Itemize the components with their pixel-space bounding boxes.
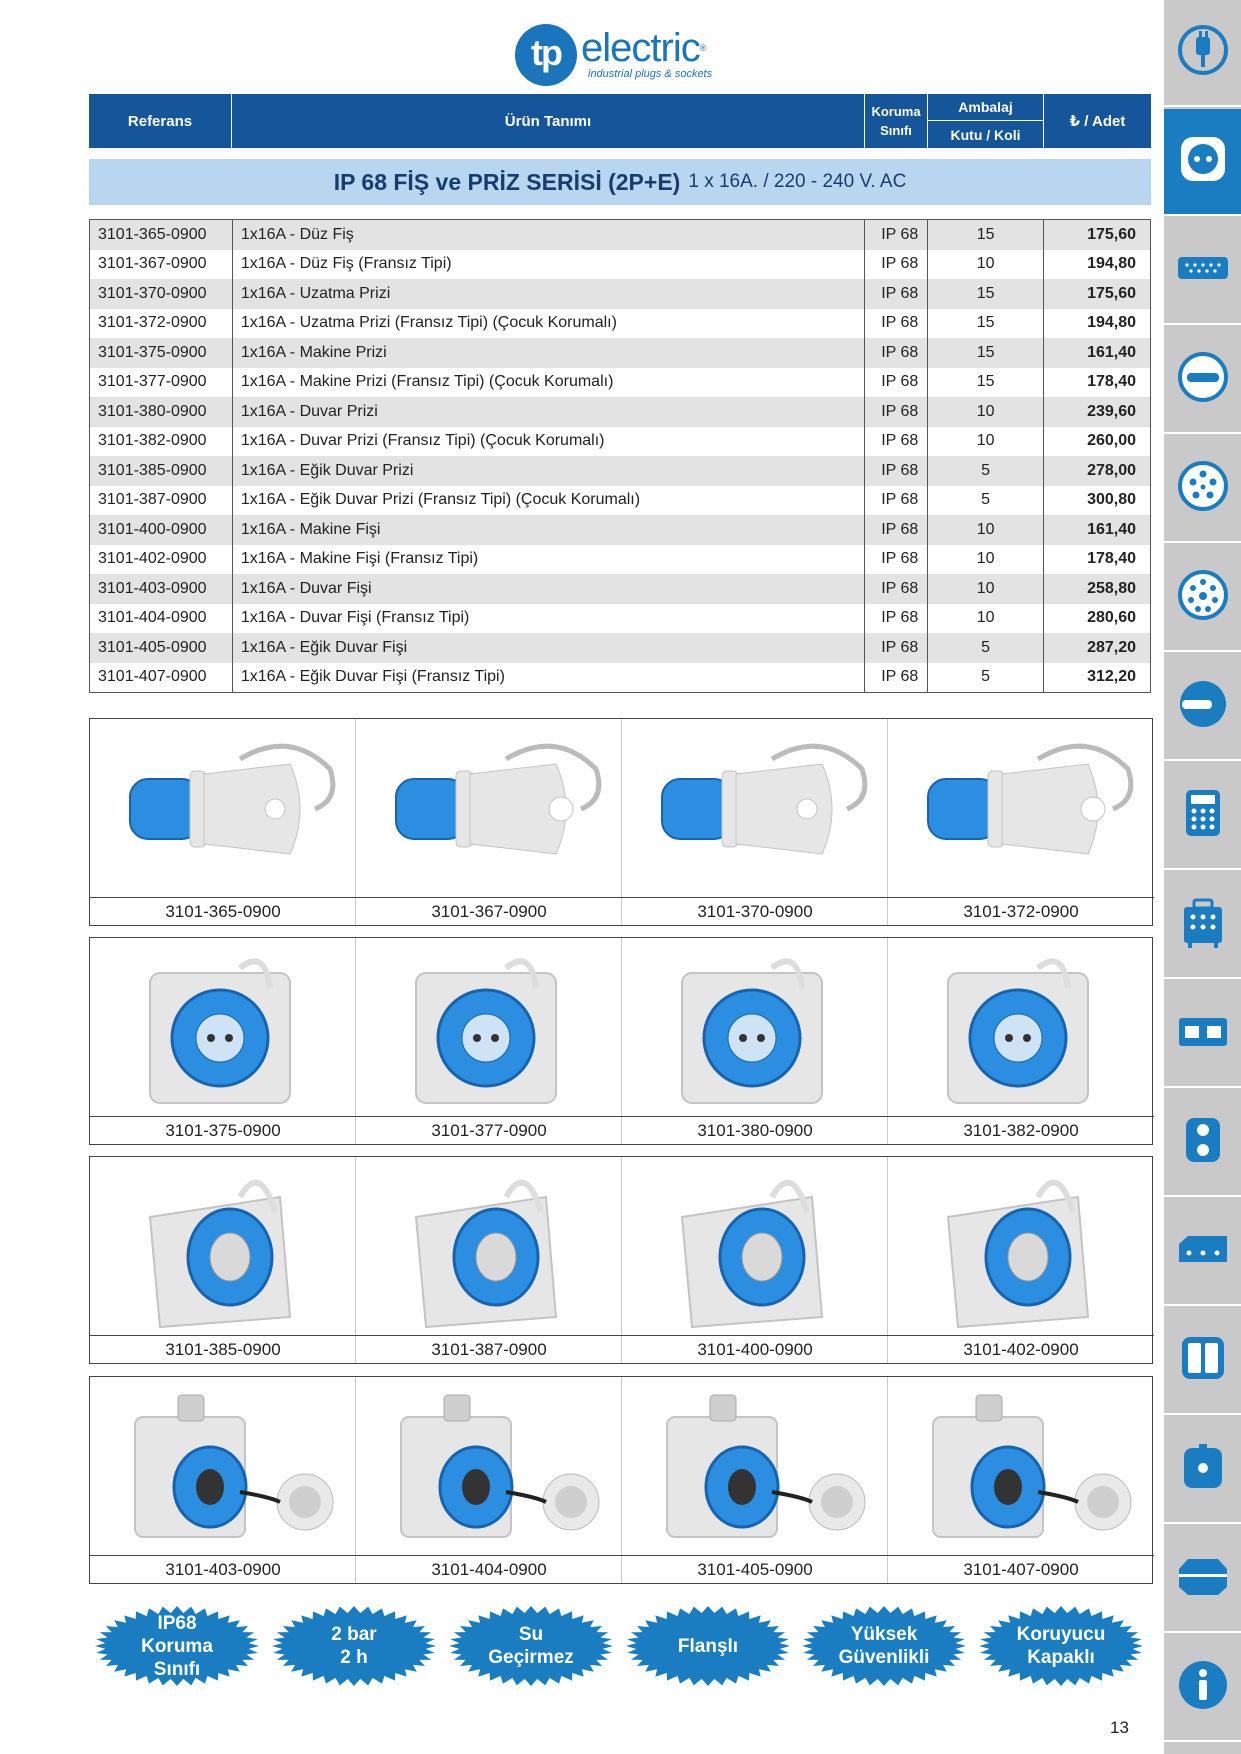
- ref-cell: 3101-365-0900: [90, 220, 233, 250]
- packaging-cell: 5: [928, 663, 1044, 693]
- price-cell: 260,00: [1087, 432, 1136, 450]
- logo-mark: tp: [515, 24, 577, 86]
- portable-box-icon: [1176, 895, 1230, 954]
- multi-pin-socket-icon: [1176, 568, 1230, 627]
- product-card[interactable]: [622, 1157, 888, 1363]
- price-cell: 161,40: [1087, 520, 1136, 538]
- protection-cell: IP 68: [865, 545, 928, 575]
- packaging-cell: 10: [928, 515, 1044, 545]
- info-icon: [1176, 1658, 1230, 1717]
- product-card[interactable]: [888, 1157, 1154, 1363]
- header-packaging: Ambalaj Kutu / Koli: [928, 94, 1044, 148]
- header-ref: Referans: [89, 94, 232, 148]
- price-cell: 178,40: [1087, 550, 1136, 568]
- ref-cell: 3101-407-0900: [90, 663, 233, 693]
- desc-cell: 1x16A - Uzatma Prizi: [233, 279, 865, 309]
- packaging-cell: 10: [928, 397, 1044, 427]
- product-card[interactable]: [622, 719, 888, 925]
- packaging-cell: 5: [928, 486, 1044, 516]
- sidebar-category-item[interactable]: [1164, 1199, 1241, 1306]
- product-card[interactable]: [356, 938, 622, 1144]
- ref-cell: 3101-372-0900: [90, 309, 233, 339]
- plug-icon: [1176, 23, 1230, 82]
- ref-cell: 3101-385-0900: [90, 456, 233, 486]
- ref-cell: 3101-367-0900: [90, 250, 233, 280]
- industrial-socket-icon: [1176, 459, 1230, 518]
- distribution-board-icon: [1176, 786, 1230, 845]
- desc-cell: 1x16A - Makine Prizi (Fransız Tipi) (Çocuk Korumalı): [233, 368, 865, 398]
- power-strip-icon: [1176, 241, 1230, 300]
- product-code: 3101-385-0900: [90, 1335, 356, 1363]
- sidebar-category-item[interactable]: [1164, 1526, 1241, 1633]
- ref-cell: 3101-404-0900: [90, 604, 233, 634]
- price-cell: 280,60: [1087, 609, 1136, 627]
- series-subtitle: 1 x 16A. / 220 - 240 V. AC: [688, 171, 907, 192]
- product-code: 3101-365-0900: [90, 897, 356, 925]
- series-title: IP 68 FİŞ ve PRİZ SERİSİ (2P+E): [333, 168, 681, 195]
- packaging-cell: 15: [928, 220, 1044, 250]
- protection-cell: IP 68: [865, 574, 928, 604]
- product-code: 3101-367-0900: [356, 897, 622, 925]
- feature-badge: [95, 1606, 259, 1686]
- protection-cell: IP 68: [865, 250, 928, 280]
- feature-badge: [626, 1606, 790, 1686]
- sidebar-category-item[interactable]: [1164, 218, 1241, 325]
- product-card[interactable]: [622, 1377, 888, 1583]
- packaging-cell: 10: [928, 604, 1044, 634]
- product-image: [622, 1157, 888, 1335]
- product-card[interactable]: [888, 938, 1154, 1144]
- sidebar-category-item[interactable]: [1164, 436, 1241, 543]
- price-cell: 300,80: [1087, 491, 1136, 509]
- price-cell: 178,40: [1087, 373, 1136, 391]
- feature-badge-text: Yüksek Güvenlikli: [838, 1624, 930, 1668]
- price-cell: 194,80: [1087, 255, 1136, 273]
- packaging-cell: 10: [928, 574, 1044, 604]
- double-socket-icon: [1176, 1113, 1230, 1172]
- product-image: [622, 1377, 888, 1555]
- product-card[interactable]: [356, 1157, 622, 1363]
- sidebar-category-item[interactable]: [1164, 763, 1241, 870]
- product-code: 3101-380-0900: [622, 1116, 888, 1144]
- product-card[interactable]: [90, 719, 356, 925]
- wall-box-icon: [1176, 1004, 1230, 1063]
- product-image: [356, 1157, 622, 1335]
- sidebar-category-item[interactable]: [1164, 0, 1241, 107]
- desc-cell: 1x16A - Makine Fişi (Fransız Tipi): [233, 545, 865, 575]
- product-card[interactable]: [90, 1157, 356, 1363]
- product-code: 3101-382-0900: [888, 1116, 1154, 1144]
- feature-badge-text: Flanşlı: [677, 1635, 739, 1657]
- table-row: [90, 574, 1150, 604]
- feature-badge-text: Koruyucu Kapaklı: [1016, 1624, 1106, 1668]
- table-row: [90, 604, 1150, 634]
- table-row: [90, 515, 1150, 545]
- product-gallery-row: [89, 1376, 1153, 1584]
- feature-badge-text: Su Geçirmez: [488, 1624, 574, 1668]
- sidebar-category-item[interactable]: [1164, 654, 1241, 761]
- desc-cell: 1x16A - Duvar Prizi (Fransız Tipi) (Çocuk Korumalı): [233, 427, 865, 457]
- packaging-cell: 10: [928, 427, 1044, 457]
- product-code: 3101-372-0900: [888, 897, 1154, 925]
- packaging-cell: 15: [928, 338, 1044, 368]
- packaging-cell: 15: [928, 279, 1044, 309]
- product-image: [90, 719, 356, 897]
- table-header: [89, 94, 1151, 148]
- page-number: 13: [1110, 1718, 1129, 1737]
- product-card[interactable]: [622, 938, 888, 1144]
- product-code: 3101-405-0900: [622, 1555, 888, 1583]
- product-card[interactable]: [888, 1377, 1154, 1583]
- protection-cell: IP 68: [865, 427, 928, 457]
- logo-tagline: industrial plugs & sockets: [588, 68, 713, 80]
- enclosure-icon: [1176, 1549, 1230, 1608]
- desc-cell: 1x16A - Düz Fiş (Fransız Tipi): [233, 250, 865, 280]
- desc-cell: 1x16A - Uzatma Prizi (Fransız Tipi) (Çocuk Korumalı): [233, 309, 865, 339]
- desc-cell: 1x16A - Eğik Duvar Prizi: [233, 456, 865, 486]
- feature-badge: [979, 1606, 1143, 1686]
- brand-logo: [515, 24, 735, 86]
- table-row: [90, 456, 1150, 486]
- product-image: [356, 1377, 622, 1555]
- table-row: [90, 663, 1150, 693]
- protection-cell: IP 68: [865, 486, 928, 516]
- product-code: 3101-370-0900: [622, 897, 888, 925]
- round-box-icon: [1176, 1440, 1230, 1499]
- product-image: [622, 719, 888, 897]
- table-row: [90, 220, 1150, 250]
- price-cell: 161,40: [1087, 343, 1136, 361]
- price-cell: 287,20: [1087, 638, 1136, 656]
- price-cell: 258,80: [1087, 579, 1136, 597]
- product-image: [622, 938, 888, 1116]
- sidebar-category-item[interactable]: [1164, 981, 1241, 1088]
- table-row: [90, 633, 1150, 663]
- junction-box-icon: [1176, 1222, 1230, 1281]
- product-image: [888, 719, 1154, 897]
- packaging-cell: 5: [928, 633, 1044, 663]
- ref-cell: 3101-387-0900: [90, 486, 233, 516]
- price-cell: 239,60: [1087, 402, 1136, 420]
- panel-icon: [1176, 1331, 1230, 1390]
- desc-cell: 1x16A - Duvar Prizi: [233, 397, 865, 427]
- sidebar-category-item[interactable]: [1164, 327, 1241, 434]
- ref-cell: 3101-380-0900: [90, 397, 233, 427]
- feature-badge-text: IP68 Koruma Sınıfı: [141, 1612, 213, 1680]
- protection-cell: IP 68: [865, 663, 928, 693]
- category-sidebar: [1164, 0, 1241, 1754]
- sidebar-category-item[interactable]: [1164, 1635, 1241, 1742]
- ref-cell: 3101-405-0900: [90, 633, 233, 663]
- protection-cell: IP 68: [865, 456, 928, 486]
- logo-wordmark: electric®: [581, 26, 706, 70]
- product-code: 3101-404-0900: [356, 1555, 622, 1583]
- price-cell: 312,20: [1087, 668, 1136, 686]
- protection-cell: IP 68: [865, 309, 928, 339]
- product-code: 3101-407-0900: [888, 1555, 1154, 1583]
- product-gallery-row: [89, 718, 1153, 926]
- product-card[interactable]: [888, 719, 1154, 925]
- product-image: [90, 1157, 356, 1335]
- flat-plug-icon: [1176, 350, 1230, 409]
- product-code: 3101-377-0900: [356, 1116, 622, 1144]
- packaging-cell: 5: [928, 456, 1044, 486]
- product-image: [356, 719, 622, 897]
- product-code: 3101-375-0900: [90, 1116, 356, 1144]
- protection-cell: IP 68: [865, 515, 928, 545]
- header-desc: Ürün Tanımı: [232, 94, 865, 148]
- price-table: [89, 219, 1151, 693]
- feature-badge: [802, 1606, 966, 1686]
- product-code: 3101-400-0900: [622, 1335, 888, 1363]
- protection-cell: IP 68: [865, 279, 928, 309]
- table-row: [90, 545, 1150, 575]
- table-row: [90, 397, 1150, 427]
- desc-cell: 1x16A - Eğik Duvar Fişi (Fransız Tipi): [233, 663, 865, 693]
- desc-cell: 1x16A - Duvar Fişi: [233, 574, 865, 604]
- series-title-bar: [89, 159, 1151, 205]
- cable-plug-icon: [1176, 677, 1230, 736]
- protection-cell: IP 68: [865, 397, 928, 427]
- product-gallery-row: [89, 937, 1153, 1145]
- product-card[interactable]: [356, 1377, 622, 1583]
- product-image: [90, 938, 356, 1116]
- table-row: [90, 338, 1150, 368]
- sidebar-category-item[interactable]: [1164, 1308, 1241, 1415]
- product-card[interactable]: [90, 1377, 356, 1583]
- packaging-cell: 15: [928, 368, 1044, 398]
- sidebar-category-item[interactable]: [1164, 545, 1241, 652]
- ref-cell: 3101-402-0900: [90, 545, 233, 575]
- sidebar-category-item[interactable]: [1164, 109, 1241, 216]
- protection-cell: IP 68: [865, 368, 928, 398]
- product-code: 3101-403-0900: [90, 1555, 356, 1583]
- packaging-cell: 10: [928, 250, 1044, 280]
- desc-cell: 1x16A - Eğik Duvar Fişi: [233, 633, 865, 663]
- product-gallery-row: [89, 1156, 1153, 1364]
- table-row: [90, 486, 1150, 516]
- feature-badge: [272, 1606, 436, 1686]
- table-row: [90, 368, 1150, 398]
- sidebar-category-item[interactable]: [1164, 1417, 1241, 1524]
- socket-icon: [1176, 132, 1230, 191]
- product-code: 3101-387-0900: [356, 1335, 622, 1363]
- product-code: 3101-402-0900: [888, 1335, 1154, 1363]
- price-cell: 194,80: [1087, 314, 1136, 332]
- ref-cell: 3101-377-0900: [90, 368, 233, 398]
- product-image: [888, 1157, 1154, 1335]
- price-cell: 278,00: [1087, 461, 1136, 479]
- product-image: [888, 1377, 1154, 1555]
- desc-cell: 1x16A - Eğik Duvar Prizi (Fransız Tipi) (Çocuk Korumalı): [233, 486, 865, 516]
- desc-cell: 1x16A - Makine Fişi: [233, 515, 865, 545]
- price-cell: 175,60: [1087, 284, 1136, 302]
- protection-cell: IP 68: [865, 338, 928, 368]
- ref-cell: 3101-400-0900: [90, 515, 233, 545]
- header-protection: Koruma Sınıfı: [865, 94, 928, 148]
- protection-cell: IP 68: [865, 604, 928, 634]
- table-row: [90, 309, 1150, 339]
- product-image: [888, 938, 1154, 1116]
- desc-cell: 1x16A - Makine Prizi: [233, 338, 865, 368]
- desc-cell: 1x16A - Duvar Fişi (Fransız Tipi): [233, 604, 865, 634]
- feature-badge-text: 2 bar 2 h: [331, 1624, 377, 1668]
- packaging-cell: 10: [928, 545, 1044, 575]
- desc-cell: 1x16A - Düz Fiş: [233, 220, 865, 250]
- header-price: ₺ / Adet: [1069, 113, 1126, 130]
- product-card[interactable]: [356, 719, 622, 925]
- packaging-cell: 15: [928, 309, 1044, 339]
- ref-cell: 3101-382-0900: [90, 427, 233, 457]
- price-cell: 175,60: [1087, 225, 1136, 243]
- feature-badge: [449, 1606, 613, 1686]
- protection-cell: IP 68: [865, 633, 928, 663]
- ref-cell: 3101-370-0900: [90, 279, 233, 309]
- protection-cell: IP 68: [865, 220, 928, 250]
- product-image: [356, 938, 622, 1116]
- table-row: [90, 250, 1150, 280]
- table-row: [90, 279, 1150, 309]
- sidebar-category-item[interactable]: [1164, 872, 1241, 979]
- ref-cell: 3101-403-0900: [90, 574, 233, 604]
- product-card[interactable]: [90, 938, 356, 1144]
- table-row: [90, 427, 1150, 457]
- product-image: [90, 1377, 356, 1555]
- ref-cell: 3101-375-0900: [90, 338, 233, 368]
- sidebar-category-item[interactable]: [1164, 1090, 1241, 1197]
